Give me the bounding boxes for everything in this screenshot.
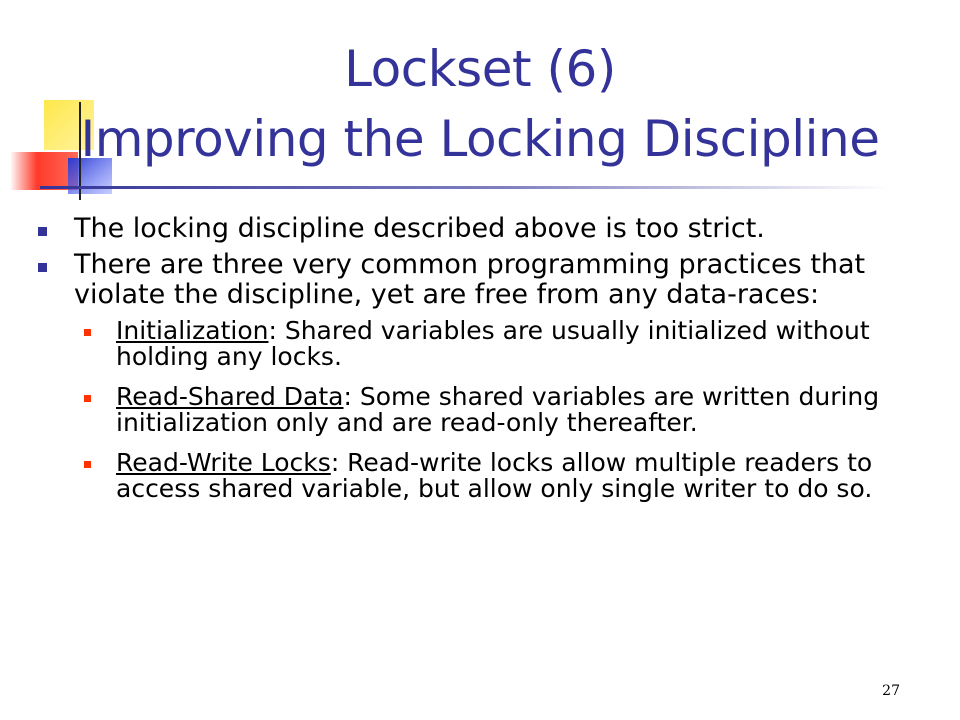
bullet-text: The locking discipline described above is too strict.	[74, 213, 765, 244]
sub-bullet-item	[74, 384, 908, 436]
sub-bullet-text: : Read-write locks allow multiple readers to access shared variable, but allow only single writer to do so.	[116, 448, 873, 503]
page-number: 27	[882, 683, 900, 699]
square-bullet-icon	[38, 227, 47, 236]
slide-title-line1: Lockset (6)	[344, 40, 616, 98]
bullet-item	[38, 214, 908, 244]
sub-bullet-list	[38, 318, 908, 502]
small-square-bullet-icon	[84, 461, 91, 468]
sub-bullet-term: Initialization	[116, 316, 269, 345]
slide-logo	[0, 0, 130, 200]
sub-bullet-item	[74, 450, 908, 502]
slide-title-line2: Improving the Locking Discipline	[80, 110, 880, 168]
small-square-bullet-icon	[84, 395, 91, 402]
title-divider	[40, 186, 890, 189]
sub-bullet-term: Read-Shared Data	[116, 382, 344, 411]
sub-bullet-text: : Shared variables are usually initialized without holding any locks.	[116, 316, 870, 371]
small-square-bullet-icon	[84, 329, 91, 336]
sub-bullet-item	[74, 318, 908, 370]
slide-body	[38, 214, 908, 516]
square-bullet-icon	[38, 263, 47, 272]
sub-bullet-term: Read-Write Locks	[116, 448, 331, 477]
sub-bullet-text: : Some shared variables are written during initialization only and are read-only thereafter.	[116, 382, 880, 437]
bullet-item	[38, 250, 908, 310]
bullet-text: There are three very common programming practices that violate the discipline, yet are free from any data-races:	[74, 249, 866, 310]
